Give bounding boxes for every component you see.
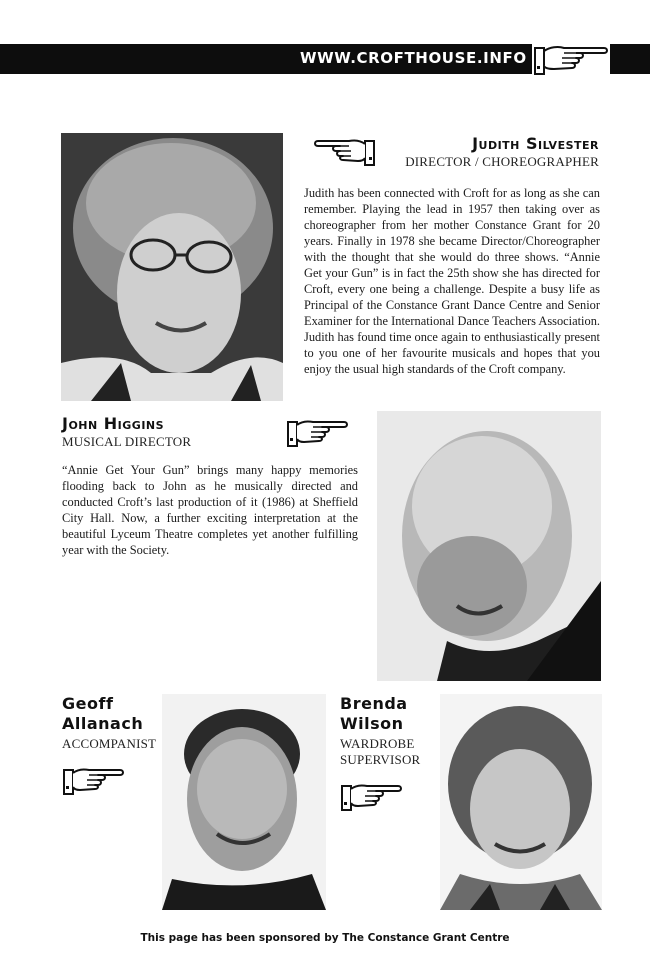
brenda-role-line1: WARDROBE [340,736,415,751]
pointing-hand-icon [340,781,404,813]
brenda-name-line1: Brenda [340,694,408,713]
brenda-role-line2: SUPERVISOR [340,752,421,767]
judith-bio: Judith has been connected with Croft for as long as she can remember. Playing the lead in 1957 then taking over as choreographer from her mother Constance Grant for 20 years. Finally in 1978 she became Director/Choreographer with the thought that she would do three shows. “Annie Get your Gun” is in fact the 25th show she has directed for Croft, every one being a challenge. Despite a busy life as Principal of the Constance Grant Dance Centre and Senior Examiner for the International Dance Teachers Association. Judith has found time once again to enthusiastically present to you one of her favourite musicals and hopes that you enjoy the usual high standards of the Croft company. [304,186,600,376]
geoff-name-line2: Allanach [62,714,144,733]
sponsor-footer: This page has been sponsored by The Constance Grant Centre [140,932,510,944]
geoff-name-line1: Geoff [62,694,114,713]
geoff-allanach-photo [162,694,326,910]
john-name: John Higgins [62,414,165,433]
geoff-role: ACCOMPANIST [62,736,157,751]
website-url[interactable]: WWW.CROFTHOUSE.INFO [300,49,527,67]
pointing-hand-icon [312,136,376,168]
brenda-name-line2: Wilson [340,714,404,733]
john-bio: “Annie Get Your Gun” brings many happy memories flooding back to John as he musically directed and conducted Croft’s last production of it (1986) at Sheffield City Hall. Now, a further exciting interpretation at the beautiful Lyceum Theatre completes yet another fulfilling year with the Society. [62,463,358,557]
brenda-wilson-photo [440,694,602,910]
john-role: MUSICAL DIRECTOR [62,434,192,449]
judith-role: DIRECTOR / CHOREOGRAPHER [405,154,599,169]
judith-name: Judith Silvester [472,134,599,153]
pointing-hand-icon [532,42,610,78]
john-higgins-photo [377,411,601,681]
pointing-hand-icon [62,765,126,797]
judith-silvester-photo [61,133,283,401]
pointing-hand-icon [286,417,350,449]
